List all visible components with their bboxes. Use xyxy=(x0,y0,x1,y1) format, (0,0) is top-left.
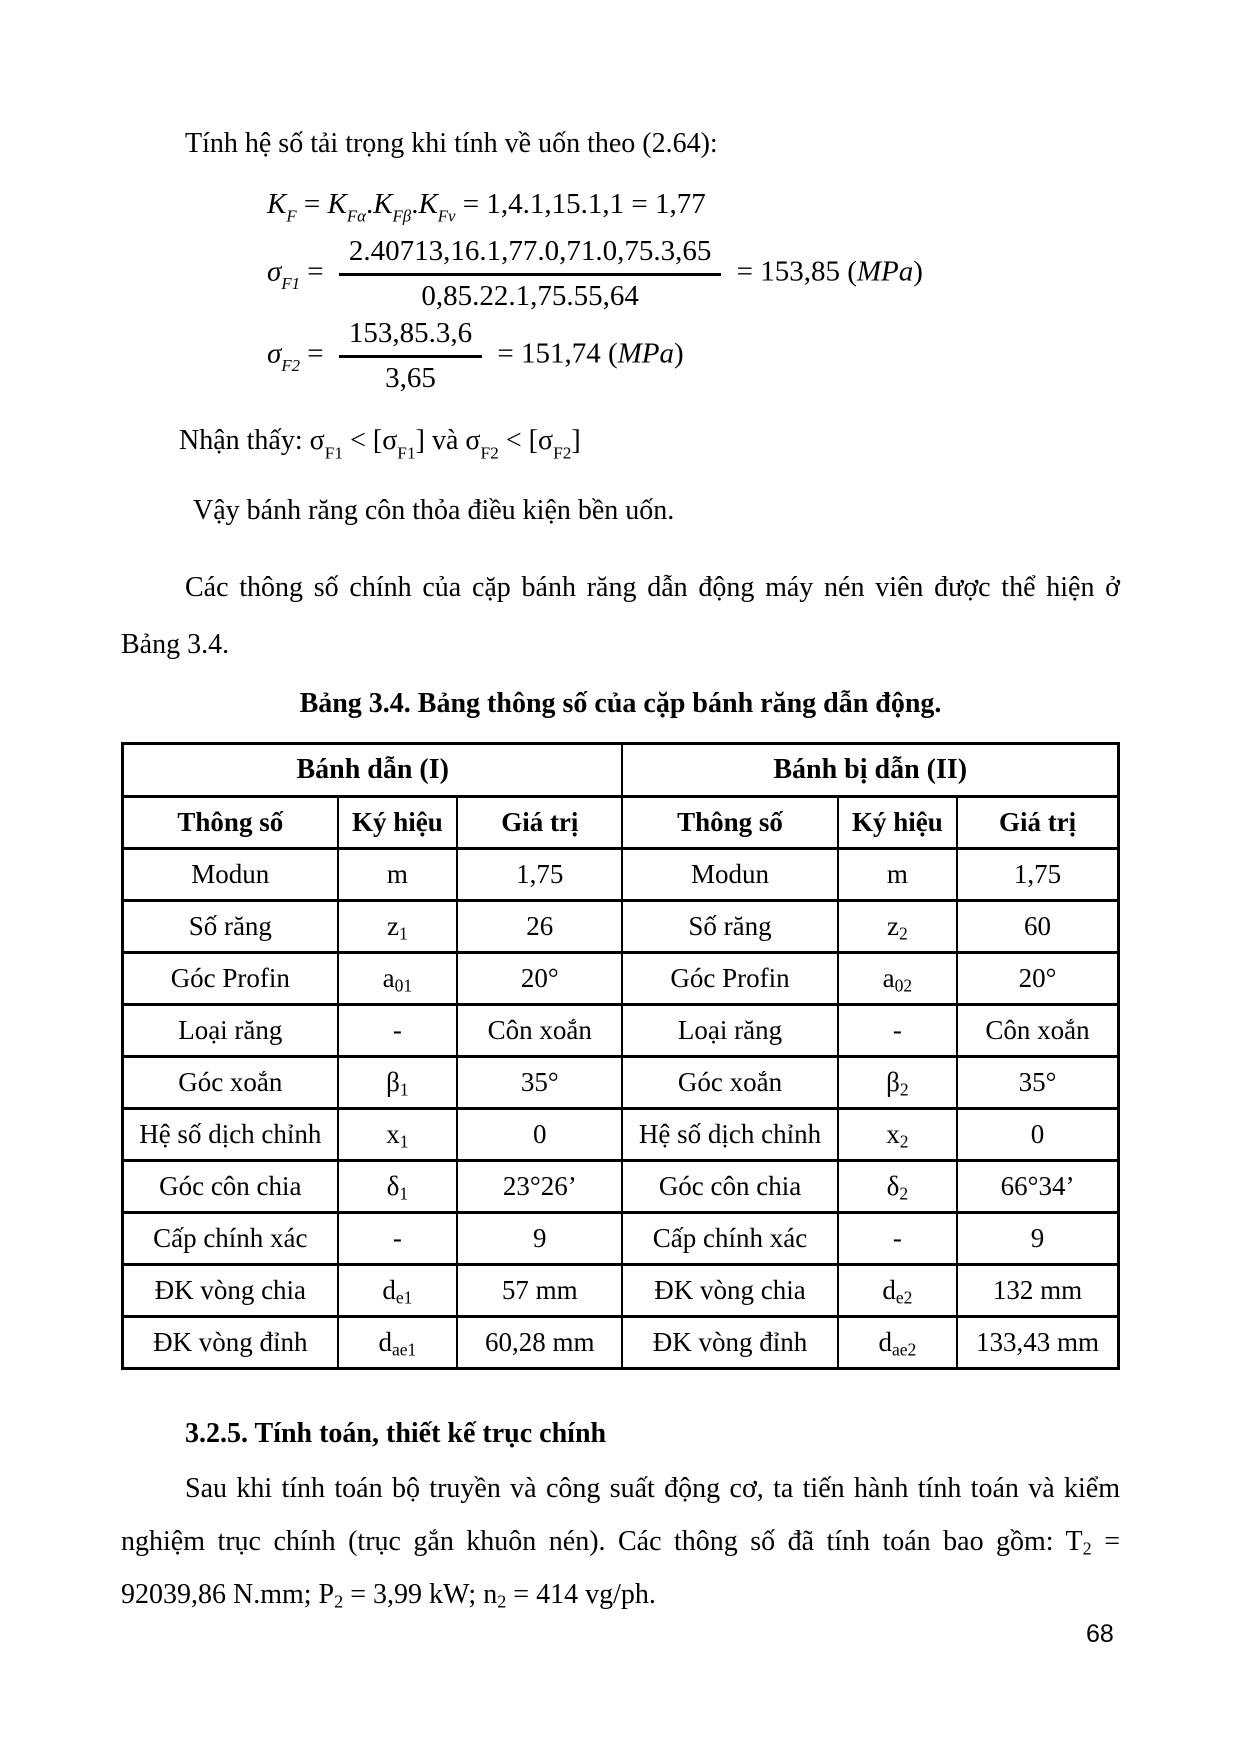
value-cell: Côn xoắn xyxy=(457,1004,622,1056)
intro-line: Tính hệ số tải trọng khi tính về uốn theo (2.64): xyxy=(185,128,718,159)
value-cell: 26 xyxy=(457,900,622,952)
table-row xyxy=(123,848,1119,900)
symbol-cell: $x_1$ xyxy=(338,1108,458,1160)
less-than-sign: < xyxy=(350,425,366,456)
symbol-subscript: ae2 xyxy=(891,1339,917,1360)
value-cell: 20° xyxy=(457,952,622,1004)
symbol-cell: $d_{ae1}$ xyxy=(338,1316,458,1368)
page-number: 68 xyxy=(1086,1620,1114,1648)
sigma-f1-symbol: σ xyxy=(267,255,282,288)
group-header-driven: Bánh bị dẫn (II) xyxy=(622,743,1118,796)
column-header: Giá trị xyxy=(957,796,1118,848)
kf-term1-subscript: Fα xyxy=(346,206,366,226)
p2-subscript: 2 xyxy=(334,1591,344,1612)
kf-result: = 1,4.1,15.1,1 = 1,77 xyxy=(462,188,706,220)
column-header: Thông số xyxy=(622,796,837,848)
param-cell: Số răng xyxy=(622,900,837,952)
table-row xyxy=(123,1264,1119,1316)
paragraph-text: = 3,99 kW; n xyxy=(343,1579,498,1611)
equals-sign: = xyxy=(303,188,321,220)
symbol-subscript: e1 xyxy=(395,1287,413,1308)
param-cell: Góc Profin xyxy=(123,952,338,1004)
symbol-cell: $a_{02}$ xyxy=(838,952,958,1004)
param-cell: Cấp chính xác xyxy=(123,1212,338,1264)
group-header-driving: Bánh dẫn (I) xyxy=(123,743,623,796)
formula-sigma-f1 xyxy=(267,235,1120,313)
value-cell: 35° xyxy=(457,1056,622,1108)
value-cell: 23°26’ xyxy=(457,1160,622,1212)
symbol-cell: $\beta_2$ xyxy=(838,1056,958,1108)
table-row xyxy=(123,1160,1119,1212)
table-row xyxy=(123,1212,1119,1264)
close-bracket: ] xyxy=(415,425,425,456)
param-cell: ĐK vòng đỉnh xyxy=(123,1316,338,1368)
param-cell: Hệ số dịch chỉnh xyxy=(622,1108,837,1160)
unit-mpa: MPa xyxy=(617,337,674,370)
symbol-cell: $z_2$ xyxy=(838,900,958,952)
equals-sign: = xyxy=(307,337,324,370)
fraction-denominator: 3,65 xyxy=(385,362,436,394)
table-row xyxy=(123,952,1119,1004)
less-than-sign: < xyxy=(505,425,522,456)
fraction-denominator: 0,85.22.1,75.55,64 xyxy=(421,280,639,312)
symbol-subscript: 1 xyxy=(399,1183,409,1204)
formula-sigma-f2 xyxy=(267,317,1120,395)
symbol-subscript: 2 xyxy=(899,1183,909,1204)
fraction-numerator: 153,85.3,6 xyxy=(339,317,482,358)
column-header-row xyxy=(123,796,1119,848)
symbol-subscript: e2 xyxy=(895,1287,913,1308)
param-cell: Modun xyxy=(622,848,837,900)
symbol-cell: $a_{01}$ xyxy=(338,952,458,1004)
sigma-f2-result: = 151,74 ( xyxy=(497,337,618,370)
group-header-row xyxy=(123,743,1119,796)
symbol-subscript: ae1 xyxy=(391,1339,417,1360)
sigma-f2-subscript: F2 xyxy=(281,356,300,376)
symbol-cell: $z_1$ xyxy=(338,900,458,952)
sigma-f2-symbol: σ xyxy=(267,337,282,370)
param-cell: Góc xoắn xyxy=(622,1056,837,1108)
value-cell: Côn xoắn xyxy=(957,1004,1118,1056)
value-cell: 57 mm xyxy=(457,1264,622,1316)
sigma-f1-subscript: F1 xyxy=(281,274,300,294)
observation-line xyxy=(121,425,1120,463)
conclusion-line: Vậy bánh răng côn thỏa điều kiện bền uốn. xyxy=(193,495,675,526)
value-cell: 0 xyxy=(957,1108,1118,1160)
column-header: Thông số xyxy=(123,796,338,848)
column-header: Giá trị xyxy=(457,796,622,848)
column-header: Ký hiệu xyxy=(338,796,458,848)
param-cell: Loại răng xyxy=(123,1004,338,1056)
kf-term3: K xyxy=(418,188,438,220)
multiply-dot: . xyxy=(365,188,374,220)
table-row xyxy=(123,1056,1119,1108)
fraction-numerator: 2.40713,16.1,77.0,71.0,75.3,65 xyxy=(339,235,722,276)
param-cell: Góc côn chia xyxy=(622,1160,837,1212)
symbol-subscript: 02 xyxy=(894,975,913,996)
sigma-symbol: σ xyxy=(465,425,481,456)
param-cell: Cấp chính xác xyxy=(622,1212,837,1264)
section-heading: 3.2.5. Tính toán, thiết kế trục chính xyxy=(185,1417,607,1449)
symbol-cell: m xyxy=(838,848,958,900)
and-word: và xyxy=(431,425,459,456)
symbol-cell: m xyxy=(338,848,458,900)
symbol-cell: $\beta_1$ xyxy=(338,1056,458,1108)
param-cell: ĐK vòng đỉnh xyxy=(622,1316,837,1368)
open-bracket: [ xyxy=(372,425,383,456)
sigma-f2-fraction xyxy=(339,317,482,395)
symbol-cell: $x_2$ xyxy=(838,1108,958,1160)
sigma-f1-result-close: ) xyxy=(913,255,923,288)
symbol-cell: $\delta_2$ xyxy=(838,1160,958,1212)
param-cell: Loại răng xyxy=(622,1004,837,1056)
param-cell: Số răng xyxy=(123,900,338,952)
value-cell: 0 xyxy=(457,1108,622,1160)
kf-lhs-subscript: F xyxy=(286,206,297,226)
param-cell: ĐK vòng chia xyxy=(123,1264,338,1316)
symbol-cell: $\delta_1$ xyxy=(338,1160,458,1212)
value-cell: 20° xyxy=(957,952,1118,1004)
sigma-subscript: F1 xyxy=(324,443,344,463)
n2-subscript: 2 xyxy=(497,1591,507,1612)
sigma-f1-result: = 153,85 ( xyxy=(736,255,857,288)
sigma-f2-result-close: ) xyxy=(674,337,684,370)
kf-term3-subscript: Fv xyxy=(437,206,456,226)
paragraph-text: Sau khi tính toán bộ truyền và công suất động cơ, ta tiến hành tính toán và kiểm nghiệm trục chính (trục gắn khuôn nén). Các thông số đã tính toán bao gồm: T xyxy=(121,1472,1120,1557)
close-bracket: ] xyxy=(571,425,581,456)
value-cell: 60,28 mm xyxy=(457,1316,622,1368)
kf-term1: K xyxy=(327,188,347,220)
symbol-cell: - xyxy=(338,1212,458,1264)
equals-sign: = xyxy=(307,255,324,288)
sigma-symbol: σ xyxy=(382,425,398,456)
symbol-cell: - xyxy=(838,1212,958,1264)
sigma-symbol: σ xyxy=(537,425,554,456)
param-cell: Modun xyxy=(123,848,338,900)
t2-subscript: 2 xyxy=(1082,1538,1092,1559)
value-cell: 60 xyxy=(957,900,1118,952)
table-row xyxy=(123,1316,1119,1368)
value-cell: 66°34’ xyxy=(957,1160,1118,1212)
symbol-cell: $d_{e1}$ xyxy=(338,1264,458,1316)
symbol-subscript: 2 xyxy=(899,1131,909,1152)
reference-paragraph: Các thông số chính của cặp bánh răng dẫn động máy nén viên được thể hiện ở Bảng 3.4. xyxy=(121,572,1120,661)
formula-kf xyxy=(267,188,1120,226)
section-paragraph xyxy=(121,1462,1120,1622)
paragraph-text: = 414 vg/ph. xyxy=(506,1579,656,1611)
value-cell: 9 xyxy=(957,1212,1118,1264)
symbol-subscript: 1 xyxy=(399,1131,409,1152)
value-cell: 133,43 mm xyxy=(957,1316,1118,1368)
kf-term2-subscript: Fβ xyxy=(392,206,412,226)
sigma-subscript: F2 xyxy=(480,443,499,463)
param-cell: Góc xoắn xyxy=(123,1056,338,1108)
value-cell: 132 mm xyxy=(957,1264,1118,1316)
sigma-symbol: σ xyxy=(309,425,325,456)
table-row xyxy=(123,1004,1119,1056)
paragraph-text: = 92039,86 N.mm; P xyxy=(121,1525,1121,1611)
parameters-table xyxy=(121,742,1120,1370)
open-bracket: [ xyxy=(528,425,538,456)
symbol-subscript: 2 xyxy=(899,1079,909,1100)
multiply-dot: . xyxy=(411,188,419,220)
sigma-subscript: F2 xyxy=(553,443,572,463)
sigma-subscript: F1 xyxy=(397,443,416,463)
param-cell: ĐK vòng chia xyxy=(622,1264,837,1316)
table-caption: Bảng 3.4. Bảng thông số của cặp bánh răng dẫn động. xyxy=(299,687,942,719)
symbol-subscript: 1 xyxy=(398,923,408,944)
value-cell: 1,75 xyxy=(457,848,622,900)
observation-label: Nhận thấy: xyxy=(179,425,303,456)
unit-mpa: MPa xyxy=(856,255,914,288)
table-row xyxy=(123,900,1119,952)
param-table-body xyxy=(123,848,1119,1368)
param-cell: Góc côn chia xyxy=(123,1160,338,1212)
kf-lhs: K xyxy=(267,188,287,220)
param-cell: Góc Profin xyxy=(622,952,837,1004)
symbol-cell: - xyxy=(838,1004,958,1056)
symbol-subscript: 01 xyxy=(394,975,413,996)
table-row xyxy=(123,1108,1119,1160)
symbol-cell: - xyxy=(338,1004,458,1056)
value-cell: 35° xyxy=(957,1056,1118,1108)
symbol-cell: $d_{ae2}$ xyxy=(838,1316,958,1368)
table-head xyxy=(123,743,1119,848)
column-header: Ký hiệu xyxy=(838,796,958,848)
value-cell: 1,75 xyxy=(957,848,1118,900)
kf-term2: K xyxy=(373,188,393,220)
value-cell: 9 xyxy=(457,1212,622,1264)
param-cell: Hệ số dịch chỉnh xyxy=(123,1108,338,1160)
sigma-f1-fraction xyxy=(339,235,722,313)
symbol-subscript: 2 xyxy=(898,923,908,944)
symbol-subscript: 1 xyxy=(399,1079,409,1100)
symbol-cell: $d_{e2}$ xyxy=(838,1264,958,1316)
